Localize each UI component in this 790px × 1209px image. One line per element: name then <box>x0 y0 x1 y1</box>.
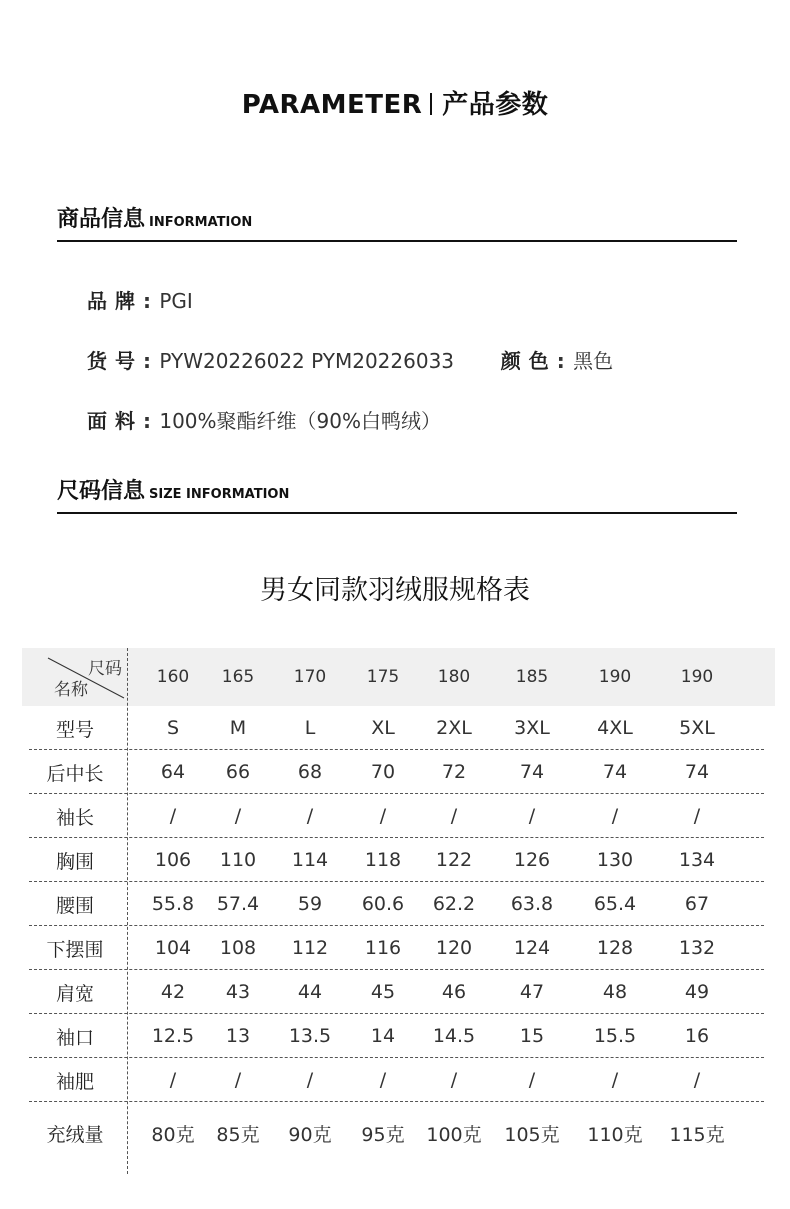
table-cell: XL <box>371 717 395 739</box>
section-heading-size <box>57 474 737 514</box>
table-cell: / <box>234 1069 242 1091</box>
table-cell: 118 <box>364 849 402 871</box>
table-cell: 45 <box>370 981 396 1003</box>
table-cell: 116 <box>364 937 402 959</box>
table-cell: 68 <box>297 761 323 783</box>
table-cell: 72 <box>441 761 467 783</box>
table-cell: 108 <box>219 937 257 959</box>
table-cell: 114 <box>291 849 329 871</box>
title-divider <box>430 93 432 115</box>
table-row <box>22 1014 775 1058</box>
table-cell: 5XL <box>679 717 715 739</box>
table-row <box>22 970 775 1014</box>
table-cell: 110 <box>219 849 257 871</box>
corner-label-name: 名称 <box>54 680 88 700</box>
row-label: 胸围 <box>55 850 94 873</box>
table-cell: 130 <box>596 849 634 871</box>
brand-value: PGI <box>159 289 193 313</box>
table-cell: 66 <box>225 761 251 783</box>
row-label: 型号 <box>55 718 94 741</box>
table-row <box>22 706 775 750</box>
table-cell: / <box>611 805 619 827</box>
table-cell: M <box>229 717 247 739</box>
column-header-height: 175 <box>366 667 400 687</box>
table-cell: 57.4 <box>216 893 260 915</box>
table-cell: / <box>379 805 387 827</box>
table-cell: / <box>693 1069 701 1091</box>
row-label: 袖口 <box>55 1026 94 1049</box>
info-row-brand: 品牌: PGI <box>87 289 193 313</box>
color-label: 颜色 <box>500 349 557 373</box>
table-cell: 124 <box>513 937 551 959</box>
table-cell: 90克 <box>288 1123 332 1146</box>
table-cell: / <box>528 805 536 827</box>
column-header-height: 165 <box>221 667 255 687</box>
table-cell: 42 <box>160 981 186 1003</box>
table-cell: 74 <box>602 761 628 783</box>
table-cell: 126 <box>513 849 551 871</box>
table-cell: 2XL <box>436 717 472 739</box>
table-vertical-divider <box>127 648 128 1174</box>
table-cell: / <box>379 1069 387 1091</box>
table-cell: / <box>450 1069 458 1091</box>
table-cell: 12.5 <box>151 1025 195 1047</box>
section-title-cn: 尺码信息 <box>57 479 146 504</box>
section-title-cn: 商品信息 <box>57 207 146 232</box>
table-cell: 4XL <box>597 717 633 739</box>
table-cell: 13.5 <box>288 1025 332 1047</box>
table-header-row <box>22 648 775 706</box>
table-cell: 15.5 <box>593 1025 637 1047</box>
table-cell: 14.5 <box>432 1025 476 1047</box>
table-cell: 43 <box>225 981 251 1003</box>
table-cell: / <box>306 1069 314 1091</box>
table-cell: 59 <box>297 893 323 915</box>
table-cell: 80克 <box>151 1123 195 1146</box>
column-header-height: 190 <box>598 667 632 687</box>
row-label: 袖肥 <box>55 1070 94 1093</box>
table-row <box>22 838 775 882</box>
table-cell: 112 <box>291 937 329 959</box>
section-title-en: SIZE INFORMATION <box>149 487 290 502</box>
table-cell: 95克 <box>361 1123 405 1146</box>
table-cell: 44 <box>297 981 323 1003</box>
fabric-value: 100%聚酯纤维（90%白鸭绒） <box>159 409 441 433</box>
table-cell: 62.2 <box>432 893 476 915</box>
color-value: 黑色 <box>573 349 614 373</box>
table-cell: 110克 <box>587 1123 643 1146</box>
table-cell: 105克 <box>504 1123 560 1146</box>
fabric-label: 面料 <box>87 409 143 433</box>
table-cell: 122 <box>435 849 473 871</box>
table-row <box>22 1058 775 1102</box>
table-cell: 120 <box>435 937 473 959</box>
table-cell: / <box>306 805 314 827</box>
column-header-height: 185 <box>515 667 549 687</box>
table-cell: 104 <box>154 937 192 959</box>
table-cell: 85克 <box>216 1123 260 1146</box>
table-cell: 74 <box>684 761 710 783</box>
table-cell: 106 <box>154 849 192 871</box>
table-cell: 3XL <box>514 717 550 739</box>
size-table <box>22 648 775 1164</box>
row-label: 充绒量 <box>46 1123 104 1146</box>
table-cell: 74 <box>519 761 545 783</box>
table-row <box>22 794 775 838</box>
table-cell: / <box>234 805 242 827</box>
table-row <box>22 882 775 926</box>
table-cell: 60.6 <box>361 893 405 915</box>
table-cell: 132 <box>678 937 716 959</box>
row-label: 下摆围 <box>46 938 104 961</box>
row-label: 后中长 <box>46 762 104 785</box>
info-row-fabric: 面料: 100%聚酯纤维（90%白鸭绒） <box>87 409 441 433</box>
corner-label-size: 尺码 <box>88 659 122 679</box>
table-cell: 15 <box>519 1025 545 1047</box>
table-cell: 134 <box>678 849 716 871</box>
table-cell: 47 <box>519 981 545 1003</box>
table-cell: 48 <box>602 981 628 1003</box>
table-cell: / <box>611 1069 619 1091</box>
table-cell: / <box>528 1069 536 1091</box>
column-header-height: 160 <box>156 667 190 687</box>
table-title: 男女同款羽绒服规格表 <box>260 575 530 606</box>
page-title-en: PARAMETER <box>241 90 423 120</box>
column-header-height: 170 <box>293 667 327 687</box>
table-row <box>22 926 775 970</box>
sku-value: PYW20226022 PYM20226033 <box>159 349 455 373</box>
table-cell: S <box>166 717 180 739</box>
row-label: 腰围 <box>55 894 94 917</box>
table-cell: 100克 <box>426 1123 482 1146</box>
page-title-cn: 产品参数 <box>442 90 549 120</box>
table-cell: L <box>304 717 316 739</box>
table-cell: / <box>169 1069 177 1091</box>
table-cell: 13 <box>225 1025 251 1047</box>
table-cell: 16 <box>684 1025 710 1047</box>
section-heading-product <box>57 202 737 242</box>
column-header-height: 190 <box>680 667 714 687</box>
table-cell: 115克 <box>669 1123 725 1146</box>
table-cell: 128 <box>596 937 634 959</box>
info-row-sku: 货号: PYW20226022 PYM20226033 颜色: 黑色 <box>87 349 614 373</box>
sku-label: 货号 <box>87 349 143 373</box>
table-cell: 64 <box>160 761 186 783</box>
table-cell: 55.8 <box>151 893 195 915</box>
table-cell: 46 <box>441 981 467 1003</box>
table-row <box>22 1102 775 1164</box>
page-title <box>0 84 790 121</box>
brand-label: 品牌 <box>87 289 143 313</box>
table-cell: 70 <box>370 761 396 783</box>
table-corner-cell <box>22 648 128 706</box>
table-cell: 14 <box>370 1025 396 1047</box>
row-label: 袖长 <box>55 806 94 829</box>
table-cell: / <box>169 805 177 827</box>
table-cell: / <box>693 805 701 827</box>
table-cell: 49 <box>684 981 710 1003</box>
row-label: 肩宽 <box>55 982 94 1005</box>
table-cell: 65.4 <box>593 893 637 915</box>
table-cell: / <box>450 805 458 827</box>
table-row <box>22 750 775 794</box>
column-header-height: 180 <box>437 667 471 687</box>
section-title-en: INFORMATION <box>149 215 253 230</box>
table-cell: 67 <box>684 893 710 915</box>
table-cell: 63.8 <box>510 893 554 915</box>
